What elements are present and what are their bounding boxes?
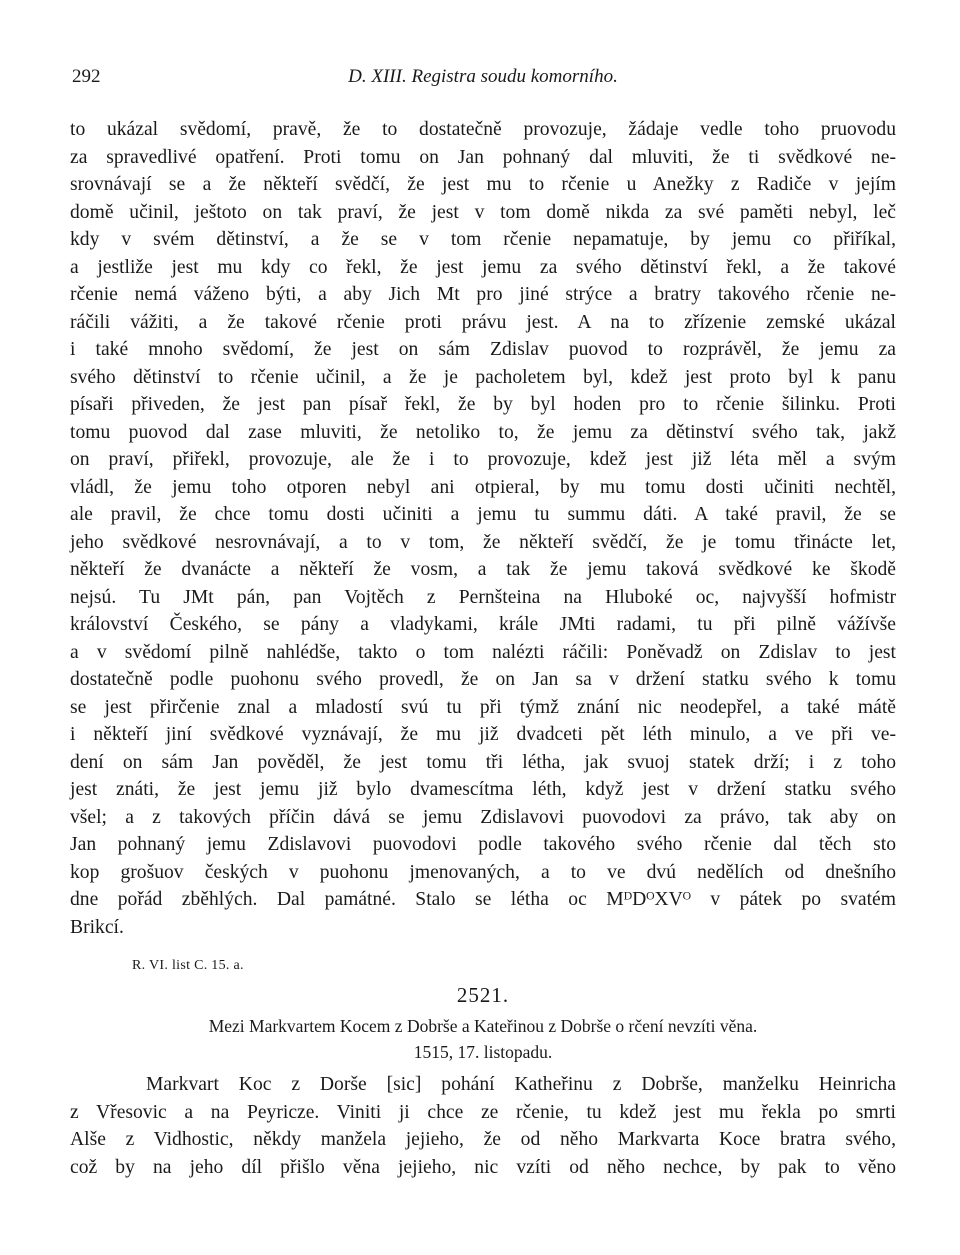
text-line: z Vřesovic a na Peyricze. Viniti ji chce ze rčenie, tu kdež jest mu řekla po smrti [70, 1101, 896, 1123]
text-line: se jest přirčenie znal a mladostí svú tu při týmž znání nic neodepřel, a také mátě [70, 696, 896, 718]
text-line: vládl, že jemu toho otporen nebyl ani otpieral, by mu tomu dosti učiniti nechtěl, [70, 476, 896, 498]
page-number: 292 [72, 66, 101, 87]
text-line: svého dětinství to rčenie učinil, a že je pacholetem byl, kdež jest proto byl k panu [70, 366, 896, 388]
entry-text [70, 1071, 896, 1181]
text-line: Brikcí. [70, 916, 124, 938]
text-line: i také mnoho svědomí, že jest on sám Zdislav puovod to rozprávěl, že jemu za [70, 339, 896, 360]
text-line: on praví, přiřekl, provozuje, ale že i to provozuje, kdež jest již léta měl a svým [70, 449, 896, 470]
text-line: jeho svědkové nesrovnávají, a to v tom, že někteří svědčí, že je tomu třinácte let, [70, 531, 896, 553]
text-line: všel; a z takových příčin dává se jemu Zdislavovi puovodovi za právo, tak aby on [70, 806, 896, 828]
text-line: nejsú. Tu JMt pán, pan Vojtěch z Pernšteina na Hluboké oc, najvyšší hofmistr [70, 586, 896, 608]
text-line: i někteří jiní svědkové vyznávají, že mu již dvadceti pět léth minulo, a ve při ve- [70, 724, 896, 745]
text-line: ráčili vážiti, a že takové rčenie proti právu jest. A na to zřízenie zemské ukázal [70, 311, 896, 333]
entry-date: 1515, 17. listopadu. [413, 1042, 553, 1062]
text-line: dení on sám Jan pověděl, že jest tomu tři létha, jak svuoj statek drží; i z toho [70, 751, 896, 773]
entry-number: 2521. [456, 983, 510, 1007]
text-line: kdy v svém dětinství, a že se v tom rčenie nepamatuje, by jemu co přiříkal, [70, 229, 896, 250]
text-line: Alše z Vidhostic, někdy manžela jejieho, že od něho Markvarta Koce bratra svého, [70, 1129, 896, 1150]
text-line: dostatečně podle puohonu svého provedl, že on Jan sa v držení statku svého k tomu [70, 669, 896, 690]
page-header [70, 66, 896, 96]
text-line: tomu puovod dal zase mluviti, že netoliko to, že jemu za dětinství svého tak, jakž [70, 421, 896, 443]
text-line: Jan pohnaný jemu Zdislavovi puovodovi podle takového svého rčenie dal těch sto [70, 834, 896, 855]
text-line: za spravedlivé opatření. Proti tomu on Jan pohnaný dal mluviti, že ti svědkové ne- [70, 146, 896, 168]
text-line: domě učinil, ještoto on tak praví, že jest v tom domě nikda za své paměti nebyl, leč [70, 201, 896, 223]
text-line: ale pravil, že chce tomu dosti učiniti a jemu tu summu dáti. A také pravil, že se [70, 504, 896, 525]
text-line: jest znáti, že jest jemu již bylo dvamescítma léth, když jest v držení statku svého [70, 779, 896, 800]
text-line: království Českého, se pány a vladykami, krále JMti radami, tu při pilně vážívše [70, 614, 896, 635]
continuation-text [70, 116, 896, 941]
text-line: rčenie nemá váženo býti, a aby Jich Mt pro jiné strýce a bratry takového rčenie ne- [70, 284, 896, 305]
text-line: písaři přiveden, že jest pan písař řekl, že by byl hoden pro to rčenie šilinku. Proti [70, 394, 896, 415]
running-head: D. XIII. Registra soudu komorního. [348, 66, 618, 87]
text-line: dne pořád zběhlých. Dal památné. Stalo se létha oc MᴰDᴼXVᴼ v pátek po svatém [70, 889, 896, 910]
text-line: někteří že dvanácte a někteří že vosm, a tak že jemu taková svědkové ke škodě [70, 559, 896, 580]
text-line: kop grošuov českých v puohonu jmenovaných, a to ve dvú nedělích od dnešního [70, 861, 896, 883]
text-line: a v svědomí pilně nahlédše, takto o tom nalézti ráčili: Poněvadž on Zdislav to jest [70, 641, 896, 663]
text-line: a jestliže jest mu kdy co řekl, že jest jemu za svého dětinství řekl, a že takové [70, 256, 896, 278]
source-reference: R. VI. list C. 15. a. [132, 958, 244, 973]
entry-summary: Mezi Markvartem Kocem z Dobrše a Kateřinou z Dobrše o rčení nevzíti věna. [208, 1016, 758, 1036]
text-line: Markvart Koc z Dorše [sic] pohání Katheřinu z Dobrše, manželku Heinricha [146, 1074, 896, 1095]
text-line: což by na jeho díl přišlo věna jejieho, nic vzíti od něho nechce, by pak to věno [70, 1156, 896, 1178]
text-line: to ukázal svědomí, pravě, že to dostatečně provozuje, žádaje vedle toho pruovodu [70, 119, 896, 140]
text-line: srovnávají se a že někteří svědčí, že jest mu to rčenie u Anežky z Radiče v jejím [70, 174, 896, 195]
